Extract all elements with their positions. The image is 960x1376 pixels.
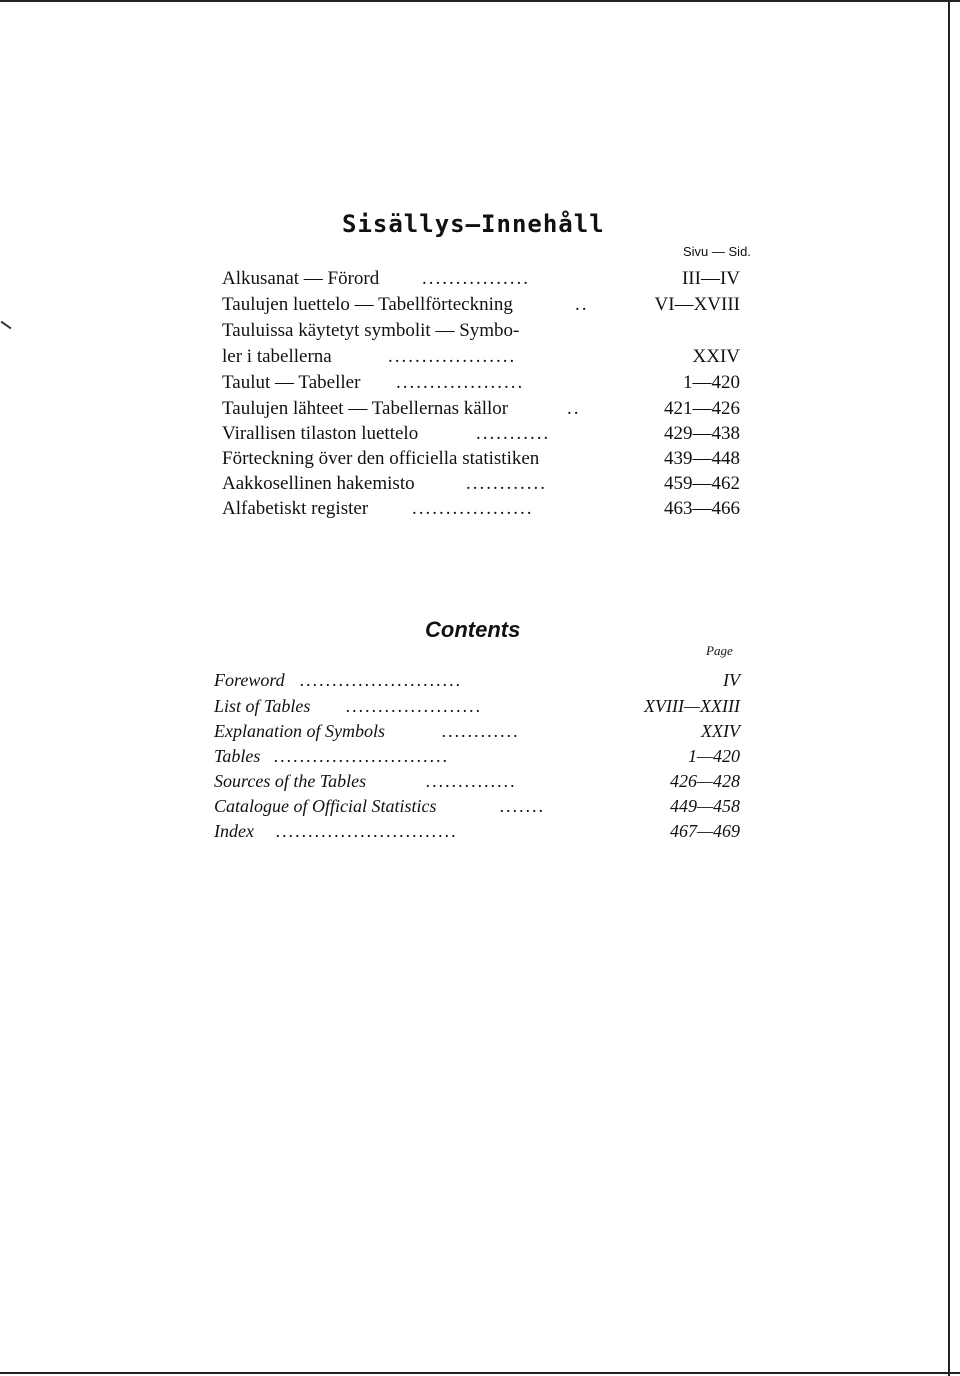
entry-page: III—IV bbox=[681, 268, 740, 289]
toc-entry bbox=[222, 370, 740, 396]
entry-label: Förteckning över den officiella statistiken bbox=[222, 448, 540, 469]
entry-label: Virallisen tilaston luettelo bbox=[222, 423, 419, 444]
page-column-label-fi-sv: Sivu — Sid. bbox=[683, 244, 751, 259]
entry-label: Taulujen luettelo — Tabellförteckning bbox=[222, 294, 513, 315]
contents-heading-en: Contents bbox=[425, 617, 521, 642]
entry-label: Taulut — Tabeller bbox=[222, 372, 361, 393]
entry-page: 429—438 bbox=[664, 423, 740, 444]
toc-entry bbox=[222, 318, 740, 344]
entry-page: 463—466 bbox=[664, 498, 740, 519]
entry-label: Sources of the Tables bbox=[214, 771, 367, 791]
entry-label: Tauluissa käytetyt symbolit — Symbo- bbox=[222, 320, 520, 341]
entry-label: Explanation of Symbols bbox=[214, 721, 385, 741]
toc-entry bbox=[214, 719, 740, 744]
toc-entry bbox=[222, 344, 740, 370]
scan-border-bottom bbox=[0, 1372, 960, 1374]
dot-leader: ................... bbox=[388, 346, 517, 367]
entry-page: 421—426 bbox=[664, 398, 740, 419]
toc-entry bbox=[214, 694, 740, 719]
contents-heading-fi-sv: Sisällys—Innehåll bbox=[342, 210, 605, 238]
entry-label: Alfabetiskt register bbox=[222, 498, 369, 519]
entry-page: 439—448 bbox=[664, 448, 740, 469]
entry-label: Foreword bbox=[214, 670, 285, 690]
toc-entry bbox=[214, 668, 740, 693]
toc-entry bbox=[214, 819, 740, 844]
entry-page: IV bbox=[723, 670, 740, 690]
toc-entry bbox=[214, 744, 740, 769]
entry-label: Alkusanat — Förord bbox=[222, 268, 380, 289]
dot-leader: ............................ bbox=[276, 821, 458, 841]
scan-border-right bbox=[948, 0, 950, 1376]
dot-leader: ......................... bbox=[300, 670, 463, 690]
toc-entry bbox=[222, 471, 740, 497]
dot-leader: ................ bbox=[422, 268, 530, 289]
toc-entry bbox=[222, 266, 740, 292]
dot-leader: .............. bbox=[426, 771, 517, 791]
entry-label: Index bbox=[214, 821, 254, 841]
toc-entry bbox=[222, 421, 740, 447]
dot-leader: ........... bbox=[476, 423, 551, 444]
entry-page: 1—420 bbox=[687, 746, 740, 766]
toc-entry bbox=[222, 446, 740, 472]
entry-label: Catalogue of Official Statistics bbox=[214, 796, 437, 816]
dot-leader: ........................... bbox=[274, 746, 450, 766]
entry-page: XVIII—XXIII bbox=[644, 696, 740, 716]
entry-label: List of Tables bbox=[214, 696, 311, 716]
entry-page: 459—462 bbox=[664, 473, 740, 494]
dot-leader: .. bbox=[575, 294, 589, 315]
dot-leader: ................... bbox=[396, 372, 525, 393]
entry-page: 449—458 bbox=[669, 796, 740, 816]
toc-entry bbox=[222, 396, 740, 422]
entry-label: ler i tabellerna bbox=[222, 346, 332, 367]
entry-page: VI—XVIII bbox=[654, 294, 740, 315]
page-column-label-en: Page bbox=[706, 643, 733, 658]
dot-leader: .................. bbox=[412, 498, 534, 519]
dot-leader: ....... bbox=[500, 796, 546, 816]
dot-leader: ............ bbox=[466, 473, 547, 494]
entry-page: XXIV bbox=[701, 721, 740, 741]
dot-leader: ............ bbox=[442, 721, 520, 741]
entry-page: 467—469 bbox=[669, 821, 740, 841]
dot-leader: .. bbox=[567, 398, 581, 419]
entry-label: Tables bbox=[214, 746, 261, 766]
dot-leader: ..................... bbox=[346, 696, 483, 716]
entry-page: 1—420 bbox=[683, 372, 740, 393]
scan-mark bbox=[1, 321, 12, 330]
toc-entry bbox=[222, 292, 740, 318]
toc-entry bbox=[214, 769, 740, 794]
toc-entry bbox=[214, 794, 740, 819]
entry-label: Taulujen lähteet — Tabellernas källor bbox=[222, 398, 509, 419]
scan-border-top bbox=[0, 0, 960, 2]
toc-entry bbox=[222, 496, 740, 522]
entry-page: XXIV bbox=[692, 346, 740, 367]
entry-page: 426—428 bbox=[669, 771, 740, 791]
entry-label: Aakkosellinen hakemisto bbox=[222, 473, 415, 494]
